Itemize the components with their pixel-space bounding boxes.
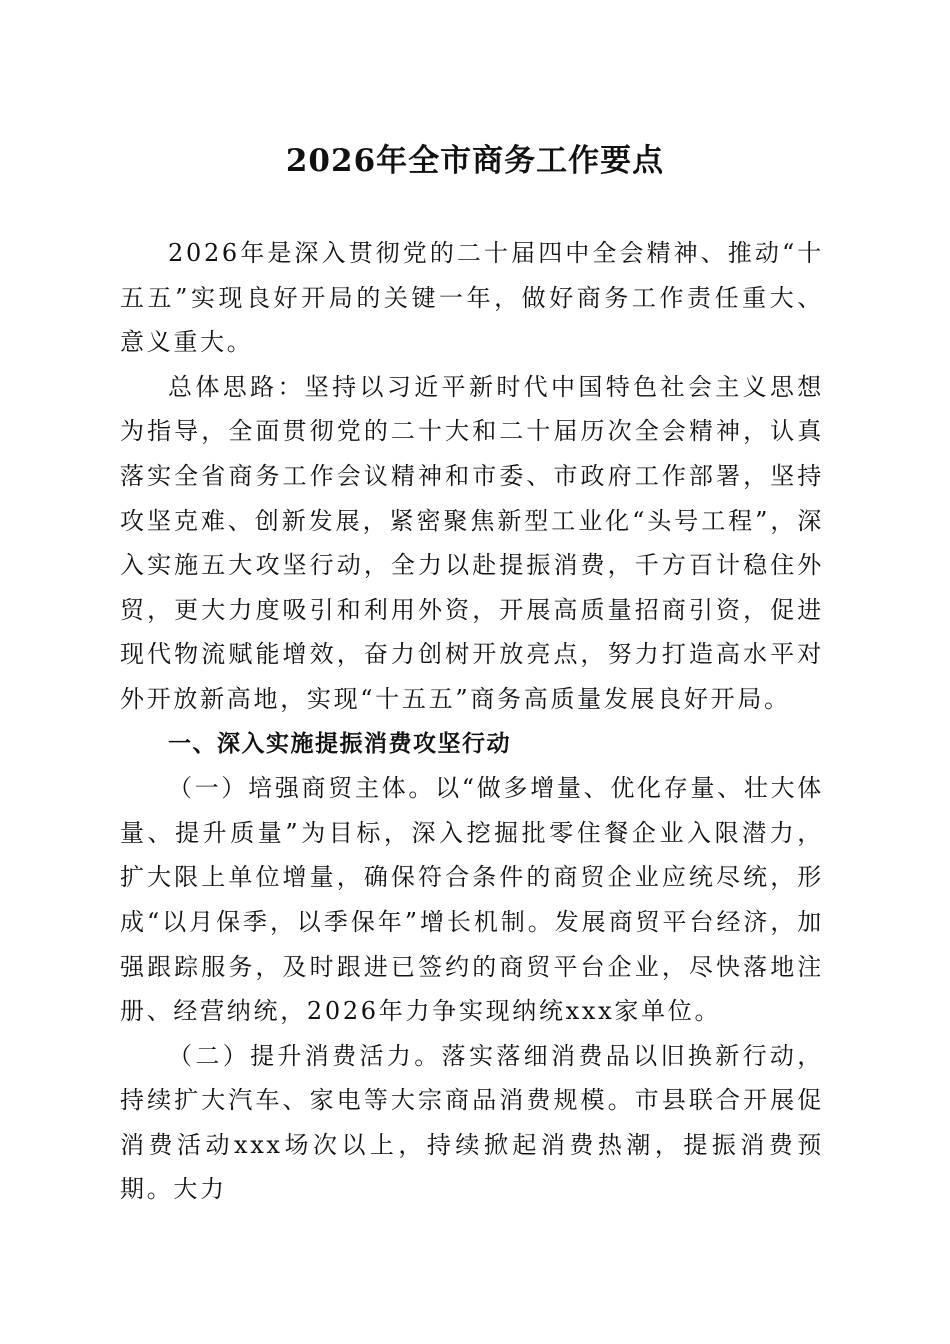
- paragraph-item-1: （一）培强商贸主体。以“做多增量、优化存量、壮大体量、提升质量”为目标，深入挖掘批零住餐企业入限潜力，扩大限上单位增量，确保符合条件的商贸企业应统尽统，形成“以月保季，以季保年”增长机制。发展商贸平台经济，加强跟踪服务，及时跟进已签约的商贸平台企业，尽快落地注册、经营纳统，2026年力争实现纳统xxx家单位。: [120, 774, 824, 1026]
- paragraph-overall-approach: 总体思路：坚持以习近平新时代中国特色社会主义思想为指导，全面贯彻党的二十大和二十届历次全会精神，认真落实全省商务工作会议精神和市委、市政府工作部署，坚持攻坚克难、创新发展，紧密聚焦新型工业化“头号工程”，深入实施五大攻坚行动，全力以赴提振消费，千方百计稳住外贸，更大力度吸引和利用外资，开展高质量招商引资，促进现代物流赋能增效，奋力创树开放亮点，努力打造高水平对外开放新高地，实现“十五五”商务高质量发展良好开局。: [120, 372, 824, 713]
- document-title: 2026年全市商务工作要点: [285, 143, 665, 179]
- document-body: [120, 231, 824, 1212]
- paragraph-intro: 2026年是深入贯彻党的二十届四中全会精神、推动“十五五”实现良好开局的关键一年，做好商务工作责任重大、意义重大。: [120, 239, 824, 357]
- section-heading-consumption: 一、深入实施提振消费攻坚行动: [168, 730, 511, 757]
- paragraph-item-2: （二）提升消费活力。落实落细消费品以旧换新行动，持续扩大汽车、家电等大宗商品消费规模。市县联合开展促消费活动xxx场次以上，持续掀起消费热潮，提振消费预期。大力: [120, 1041, 824, 1204]
